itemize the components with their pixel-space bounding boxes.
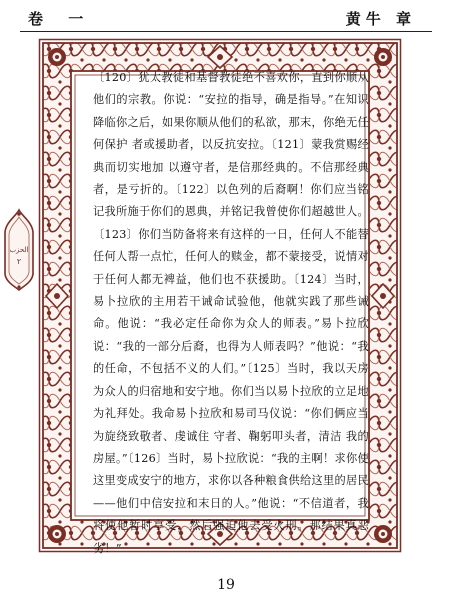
hizb-marker — [2, 208, 36, 292]
verse-paragraph: 〔120〕犹太教徒和基督教徒绝不喜欢你，直到你顺从他们的宗教。你说：“安拉的指导，确是指导。”在知识降临你之后，如果你顺从他们的私欲，那末，你绝无任何保护 者或援助者，以反抗安拉。〔121〕蒙我赏赐经 典而切实地加 以遵守者，是信那经典的。不信那经典者，是亏折的。〔122〕以色列的后裔啊！你们应当铭记我所施于你们的恩典，并铭记我曾使你们超越世人。〔123〕你们当防备将来有这样的一日，任何人不能替任何人帮一点忙，任何人的赎金，都不蒙接受，说情对于任何人都无裨益，他们也不获援助。〔124〕当时，易卜拉欣的主用若干诫命试验他，他就实践了那些诫命。他说：“我必定任命你为众人的师表。”易卜拉欣说：“我的一部分后裔，也得为人师表吗？”他说：“我的任命，不包括不义的人们。”〔125〕当时，我以天房为众人的归宿地和安宁地。你们当以易卜拉欣的立足地为礼拜处。我命易卜拉欣和易司马仪说：“你们俩应当为旋绕致敬者、虔诚住 守者、鞠躬叩头者，清洁 我的房屋。”〔126〕当时，易卜拉欣说：“我的主啊！求你使这里变成安宁的地方，求你以各种粮食供给这里的居民——他们中信安拉和末日的人。”他说：“不信道者，我将使他暂时享受，然后强迫他去受火刑。那结果真恶劣！” — [93, 71, 369, 555]
header-divider — [20, 31, 432, 32]
scripture-text — [93, 67, 369, 555]
surah-name-heading: 黄牛 章 — [345, 10, 416, 28]
hizb-marker-number: ٢ — [16, 257, 22, 266]
page-number: 19 — [217, 577, 235, 593]
chapter-volume-heading: 卷 一 — [28, 10, 94, 28]
hizb-marker-icon — [2, 208, 36, 292]
hizb-marker-label: الحزب — [9, 246, 29, 254]
